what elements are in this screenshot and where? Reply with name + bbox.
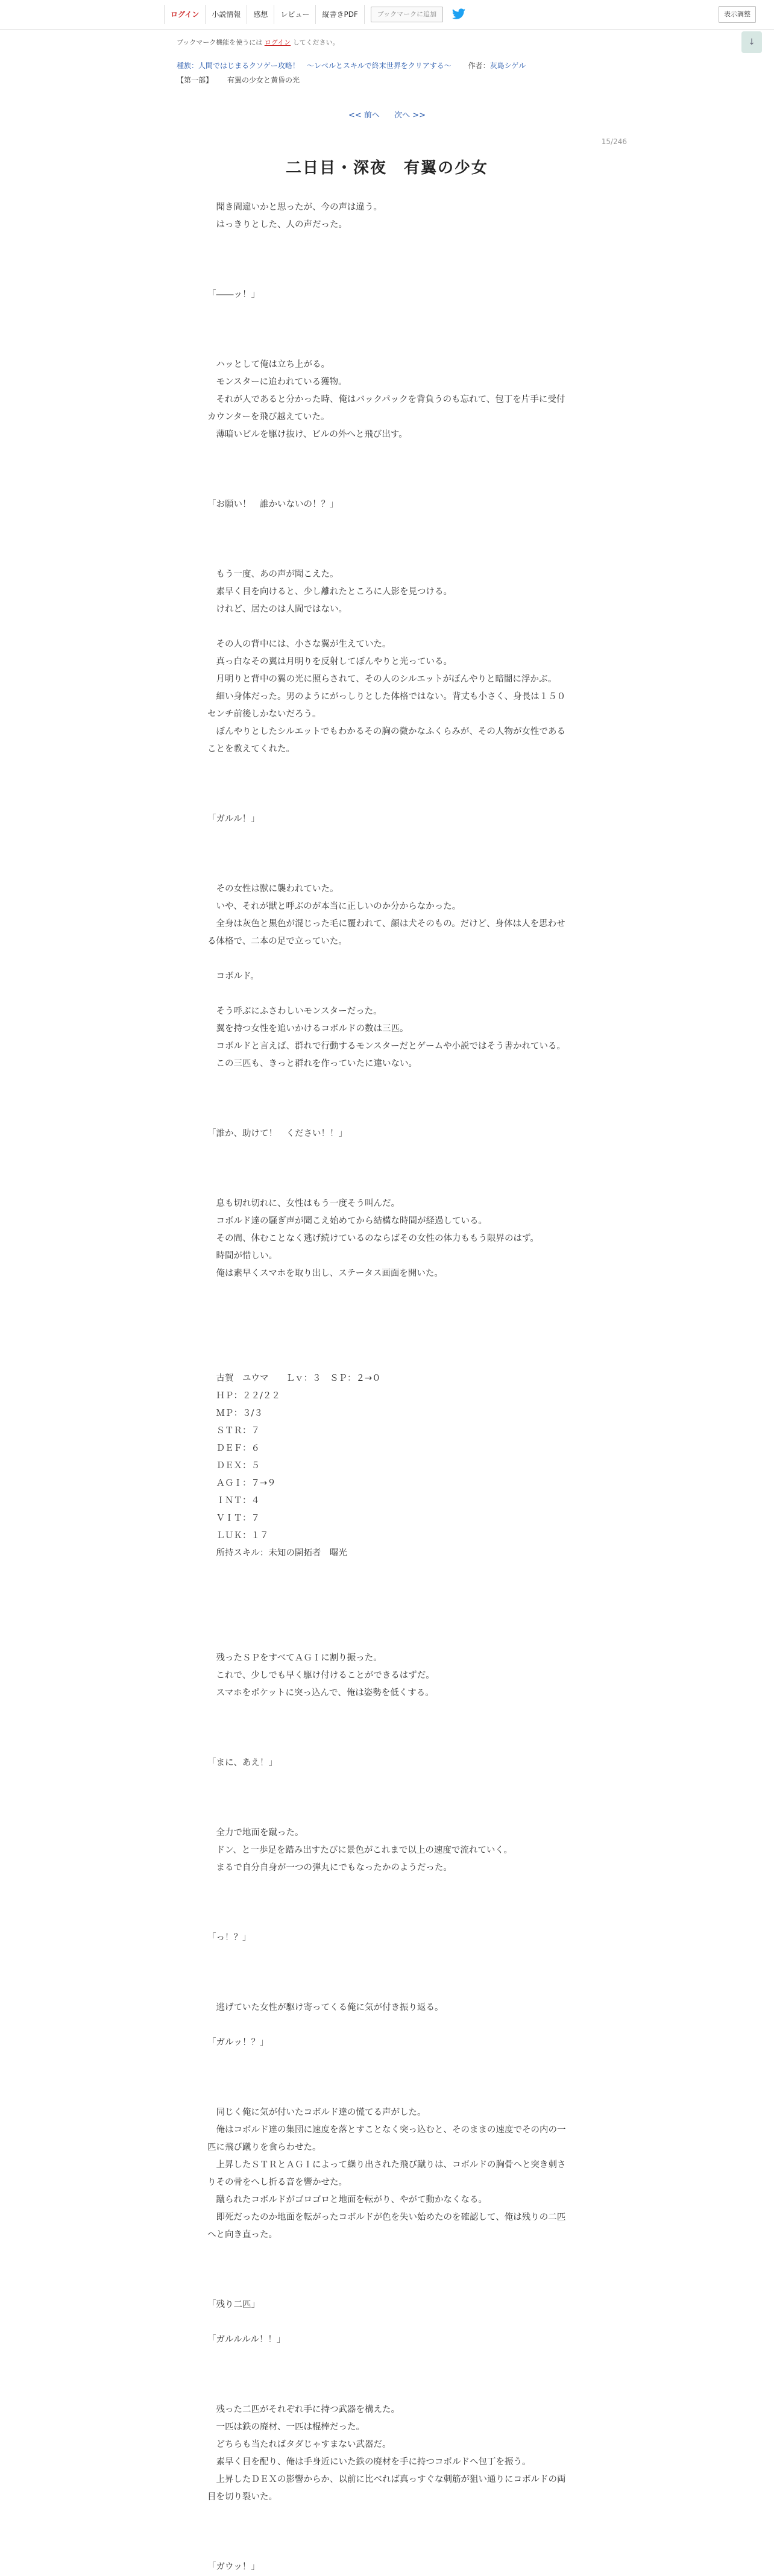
- author-link[interactable]: 灰島シゲル: [489, 61, 526, 70]
- body-paragraph: 息も切れ切れに、女性はもう一度そう叫んだ。: [207, 1199, 400, 1208]
- body-paragraph: 時間が惜しい。: [207, 1251, 277, 1261]
- body-paragraph: 全力で地面を蹴った。: [207, 1828, 304, 1838]
- blank-line: [207, 1615, 567, 1632]
- body-paragraph: 聞き間違いかと思ったが、今の声は違う。: [207, 203, 382, 212]
- blank-line: [207, 1789, 567, 1807]
- blank-line: [207, 514, 567, 531]
- body-paragraph: 真っ白なその翼は月明りを反射してぼんやりと光っている。: [207, 657, 452, 667]
- body-paragraph: スマホをポケットに突っ込んで、俺は姿勢を低くする。: [207, 1688, 434, 1698]
- blank-line: [207, 2384, 567, 2401]
- blank-line: [207, 828, 567, 846]
- blank-line: [207, 2349, 567, 2366]
- twitter-icon[interactable]: [452, 8, 466, 20]
- blank-line: [207, 985, 567, 1003]
- body-paragraph: ＤＥＦ：６: [207, 1444, 260, 1453]
- body-paragraph: ハッとして俺は立ち上がる。: [207, 360, 330, 369]
- blank-line: [207, 2244, 567, 2261]
- body-paragraph: 俺はコボルド達の集団に速度を落とすことなく突っ込むと、そのままの速度でその内の一匹に飛び蹴りを食らわせた。: [207, 2125, 566, 2152]
- blank-line: [207, 1073, 567, 1090]
- body-paragraph: 翼を持つ女性を追いかけるコボルドの数は三匹。: [207, 1024, 409, 1034]
- body-paragraph: モンスターに追われている獲物。: [207, 377, 347, 387]
- blank-line: [207, 1300, 567, 1318]
- chapter-breadcrumb: [177, 75, 300, 85]
- blank-line: [207, 479, 567, 496]
- body-paragraph: 「まに、あえ！」: [207, 1758, 277, 1768]
- blank-line: [207, 1318, 567, 1335]
- blank-line: [207, 1982, 567, 1999]
- body-paragraph: それが人であると分かった時、俺はバックパックを背負うのも忘れて、包丁を片手に受付カウンターを飛び越えていた。: [207, 395, 565, 422]
- part-subtitle: 有翼の少女と黄昏の光: [227, 76, 300, 84]
- blank-line: [207, 1597, 567, 1615]
- blank-line: [207, 251, 567, 269]
- notice-text-after: してください。: [292, 39, 339, 46]
- blank-line: [207, 2524, 567, 2541]
- blank-line: [207, 1160, 567, 1178]
- body-paragraph: 薄暗いビルを駆け抜け、ビルの外へと飛び出す。: [207, 430, 407, 439]
- blank-line: [207, 2279, 567, 2296]
- blank-line: [207, 1143, 567, 1160]
- body-paragraph: はっきりとした、人の声だった。: [207, 220, 347, 230]
- body-paragraph: まるで自分自身が一つの弾丸にでもなったかのようだった。: [207, 1863, 452, 1873]
- body-paragraph: 即死だったのか地面を転がったコボルドが色を失い始めたのを確認して、俺は残りの二匹へと向き直った。: [207, 2213, 566, 2240]
- login-link[interactable]: ログイン: [164, 5, 206, 24]
- display-settings-button[interactable]: 表示調整: [719, 6, 756, 23]
- blank-line: [207, 444, 567, 461]
- body-paragraph: けれど、居たのは人間ではない。: [207, 605, 347, 614]
- body-paragraph: 全身は灰色と黒色が混じった毛に覆われて、顔は犬そのもの。だけど、身体は人を思わせる体格で、二本の足で立っていた。: [207, 919, 565, 946]
- blank-line: [207, 863, 567, 881]
- review-link[interactable]: レビュー: [274, 5, 316, 24]
- chapter-pager: [0, 108, 774, 120]
- author-label: 作者：: [468, 61, 490, 70]
- body-paragraph: ＬＵＫ：１７: [207, 1531, 269, 1541]
- body-paragraph: 「ガルルルル！！」: [207, 2335, 286, 2345]
- blank-line: [207, 950, 567, 968]
- body-paragraph: もう一度、あの声が聞こえた。: [207, 570, 339, 579]
- blank-line: [207, 2541, 567, 2559]
- blank-line: [207, 758, 567, 776]
- body-paragraph: ＤＥＸ：５: [207, 1461, 260, 1471]
- body-paragraph: コボルド。: [207, 972, 259, 981]
- body-paragraph: 細い身体だった。男のようにがっしりとした体格ではない。背丈も小さく、身長は１５０センチ前後しかないだろう。: [207, 692, 566, 719]
- blank-line: [207, 1912, 567, 1929]
- body-paragraph: 残った二匹がそれぞれ手に持つ武器を構えた。: [207, 2405, 400, 2414]
- body-paragraph: そう呼ぶにふさわしいモンスターだった。: [207, 1007, 382, 1016]
- chapter-title: 二日目・深夜 有翼の少女: [285, 159, 488, 177]
- part-label: 【第一部】: [177, 76, 213, 84]
- body-paragraph: 「お願い！ 誰かいないの！？」: [207, 500, 339, 509]
- body-paragraph: これで、少しでも早く駆け付けることができるはずだ。: [207, 1671, 435, 1680]
- novel-body: [207, 199, 567, 2576]
- blank-line: [207, 1580, 567, 1597]
- body-paragraph: コボルドと言えば、群れで行動するモンスターだとゲームや小説ではそう書かれている。: [207, 1041, 566, 1051]
- body-paragraph: 「ガウッ！」: [207, 2562, 260, 2572]
- blank-line: [207, 793, 567, 811]
- notice-text-before: ブックマーク機能を使うには: [177, 39, 263, 46]
- body-paragraph: ＩＮＴ：４: [207, 1496, 260, 1506]
- body-paragraph: 所持スキル：未知の開拓者 曙光: [207, 1548, 347, 1558]
- body-paragraph: 古賀 ユウマ Ｌｖ：３ ＳＰ：２→０: [207, 1374, 381, 1383]
- body-paragraph: 月明りと背中の翼の光に照らされて、その人のシルエットがぼんやりと暗闇に浮かぶ。: [207, 674, 557, 684]
- body-paragraph: 「ガルル！」: [207, 814, 260, 824]
- body-paragraph: その女性は獣に襲われていた。: [207, 884, 339, 894]
- vertical-pdf-link[interactable]: 縦書きPDF: [316, 5, 364, 24]
- body-paragraph: 素早く目を配り、俺は手身近にいた鉄の廃材を手に持つコボルドへ包丁を振う。: [207, 2457, 531, 2467]
- blank-line: [207, 1335, 567, 1352]
- body-paragraph: 「っ！？」: [207, 1933, 251, 1943]
- body-paragraph: どちらも当たればタダじゃすまない武器だ。: [207, 2440, 391, 2449]
- body-paragraph: 上昇したＤＥＸの影響からか、以前に比べれば真っすぐな刺筋が狙い通りにコボルドの両目を切り裂いた。: [207, 2475, 566, 2502]
- scroll-down-button[interactable]: ↓: [741, 31, 762, 53]
- body-paragraph: ＳＴＲ：７: [207, 1426, 260, 1436]
- blank-line: [207, 1702, 567, 1720]
- blank-line: [207, 2017, 567, 2034]
- novel-info-link[interactable]: 小説情報: [206, 5, 247, 24]
- blank-line: [207, 2052, 567, 2069]
- blank-line: [207, 1352, 567, 1370]
- body-paragraph: 残ったＳＰをすべてＡＧＩに割り振った。: [207, 1653, 382, 1663]
- body-paragraph: ＭＰ：３/３: [207, 1409, 263, 1418]
- body-paragraph: 同じく俺に気が付いたコボルド達の慌てる声がした。: [207, 2108, 426, 2117]
- blank-line: [207, 1090, 567, 1108]
- blank-line: [207, 339, 567, 356]
- series-title-link[interactable]: 種族：人間ではじまるクソゲー攻略！ ～レベルとスキルで終末世界をクリアする～: [177, 61, 452, 70]
- body-paragraph: 上昇したＳＴＲとＡＧＩによって繰り出された飛び蹴りは、コボルドの胸骨へと突き刺さりその骨をへし折る音を響かせた。: [207, 2160, 566, 2187]
- blank-line: [207, 1772, 567, 1789]
- blank-line: [207, 1632, 567, 1650]
- blank-line: [207, 776, 567, 793]
- notice-login-link[interactable]: ログイン: [264, 39, 291, 46]
- blank-line: [207, 846, 567, 863]
- body-paragraph: 「誰か、助けて！ ください！！」: [207, 1129, 347, 1139]
- next-chapter-link[interactable]: 次へ >>: [394, 111, 426, 120]
- page-number: 15/246: [601, 137, 627, 146]
- blank-line: [207, 1807, 567, 1824]
- body-paragraph: その人の背中には、小さな翼が生えていた。: [207, 639, 391, 649]
- blank-line: [207, 1894, 567, 1912]
- bookmark-login-notice: [177, 37, 339, 47]
- blank-line: [207, 1178, 567, 1195]
- blank-line: [207, 1108, 567, 1125]
- blank-line: [207, 1877, 567, 1894]
- blank-line: [207, 2506, 567, 2524]
- body-paragraph: コボルド達の騒ぎ声が聞こえ始めてから結構な時間が経過している。: [207, 1216, 487, 1226]
- blank-line: [207, 2069, 567, 2087]
- body-paragraph: いや、それが獣と呼ぶのが本当に正しいのか分からなかった。: [207, 902, 461, 911]
- body-paragraph: 素早く目を向けると、少し離れたところに人影を見つける。: [207, 587, 452, 597]
- blank-line: [207, 1947, 567, 1964]
- blank-line: [207, 2314, 567, 2331]
- body-paragraph: ドン、と一歩足を踏み出すたびに景色がこれまで以上の速度で流れていく。: [207, 1846, 513, 1855]
- body-paragraph: 「――ッ！」: [207, 290, 260, 300]
- blank-line: [207, 1720, 567, 1737]
- body-paragraph: 逃げていた女性が駆け寄ってくる俺に気が付き振り返る。: [207, 2003, 444, 2012]
- blank-line: [207, 1562, 567, 1580]
- blank-line: [207, 304, 567, 321]
- blank-line: [207, 548, 567, 566]
- body-paragraph: その間、休むことなく逃げ続けているのならばその女性の体力ももう限界のはず。: [207, 1234, 539, 1243]
- blank-line: [207, 461, 567, 479]
- blank-line: [207, 321, 567, 339]
- body-paragraph: 俺は素早くスマホを取り出し、ステータス画面を開いた。: [207, 1269, 443, 1278]
- blank-line: [207, 2261, 567, 2279]
- body-paragraph: ぼんやりとしたシルエットでもわかるその胸の微かなふくらみが、その人物が女性であることを教えてくれた。: [207, 727, 565, 754]
- body-paragraph: 「ガルッ！？」: [207, 2038, 269, 2047]
- blank-line: [207, 1283, 567, 1300]
- body-paragraph: ＡＧＩ：７→９: [207, 1478, 276, 1488]
- blank-line: [207, 1964, 567, 1982]
- body-paragraph: 一匹は鉄の廃材、一匹は棍棒だった。: [207, 2422, 365, 2432]
- blank-line: [207, 269, 567, 286]
- bookmark-add-button[interactable]: ブックマークに追加: [371, 7, 443, 22]
- body-paragraph: 蹴られたコボルドがゴロゴロと地面を転がり、やがて動かなくなる。: [207, 2195, 487, 2205]
- impression-link[interactable]: 感想: [247, 5, 274, 24]
- body-paragraph: 「残り二匹」: [207, 2300, 260, 2310]
- nav-menu: [164, 5, 466, 24]
- body-paragraph: ＶＩＴ：７: [207, 1513, 260, 1523]
- blank-line: [207, 1737, 567, 1755]
- body-paragraph: ＨＰ：２２/２２: [207, 1391, 280, 1401]
- prev-chapter-link[interactable]: << 前へ: [348, 111, 380, 120]
- series-info: [177, 60, 526, 71]
- blank-line: [207, 234, 567, 251]
- blank-line: [207, 618, 567, 636]
- blank-line: [207, 531, 567, 548]
- top-navigation-bar: [0, 0, 774, 30]
- blank-line: [207, 2366, 567, 2384]
- body-paragraph: この三匹も、きっと群れを作っていたに違いない。: [207, 1059, 417, 1069]
- blank-line: [207, 2087, 567, 2104]
